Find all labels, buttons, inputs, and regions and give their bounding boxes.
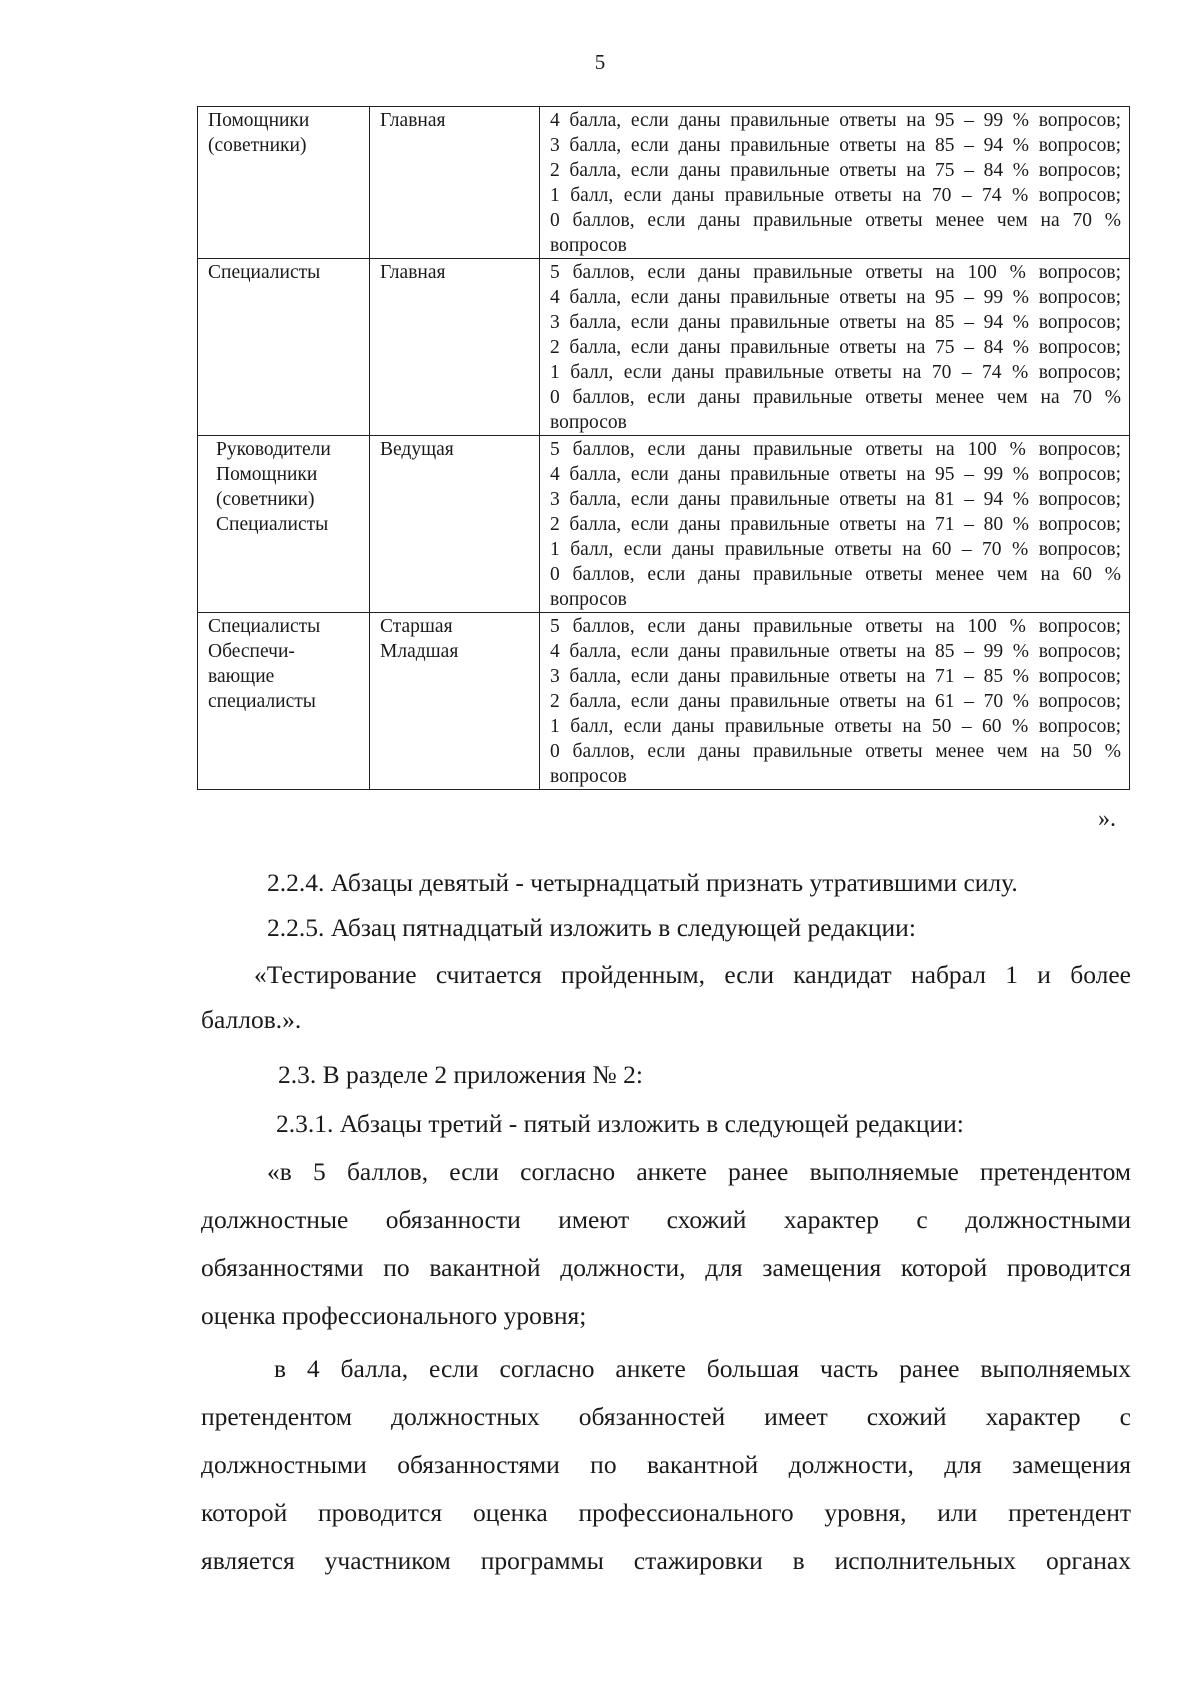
score-rule: 0 баллов, если даны правильные ответы менее чем на 60 % [550, 564, 1121, 585]
position-name: Помощники [208, 110, 310, 131]
scoring-table [197, 106, 1130, 790]
position-name: (советники) [208, 135, 307, 156]
four-points-line-4: которой проводится оценка профессионального уровня, или претендент [201, 1498, 1131, 1527]
category-name: Старшая [380, 616, 453, 637]
score-rule: вопросов [550, 412, 627, 433]
scores-cell [540, 259, 1130, 436]
scores-cell [540, 436, 1130, 613]
position-name: Помощники [216, 464, 318, 485]
paragraph-2-2-5: 2.2.5. Абзац пятнадцатый изложить в следующей редакции: [267, 913, 916, 942]
score-rule: 1 балл, если даны правильные ответы на 70 – 74 % вопросов; [550, 185, 1121, 206]
score-rule: 1 балл, если даны правильные ответы на 60 – 70 % вопросов; [550, 539, 1121, 560]
category-name: Главная [380, 110, 446, 131]
category-cell [370, 436, 540, 613]
score-rule: 3 балла, если даны правильные ответы на 81 – 94 % вопросов; [550, 489, 1121, 510]
four-points-line-3: должностными обязанностями по вакантной должности, для замещения [201, 1450, 1131, 1479]
table-closing-quote: ». [1098, 806, 1116, 832]
table-row [198, 613, 1130, 790]
paragraph-2-3-1: 2.3.1. Абзацы третий - пятый изложить в следующей редакции: [276, 1109, 964, 1138]
five-points-line-2: должностные обязанности имеют схожий характер с должностными [201, 1205, 1131, 1234]
five-points-line-1: «в 5 баллов, если согласно анкете ранее выполняемые претендентом [267, 1157, 1131, 1186]
category-name: Ведущая [380, 439, 454, 460]
score-rule: 1 балл, если даны правильные ответы на 70 – 74 % вопросов; [550, 362, 1121, 383]
position-name: Обеспечи- [208, 641, 295, 662]
score-rule: 4 балла, если даны правильные ответы на 95 – 99 % вопросов; [550, 110, 1121, 131]
score-rule: 5 баллов, если даны правильные ответы на 100 % вопросов; [550, 262, 1121, 283]
score-rule: 4 балла, если даны правильные ответы на 85 – 99 % вопросов; [550, 641, 1121, 662]
position-cell [198, 259, 370, 436]
score-rule: 3 балла, если даны правильные ответы на 85 – 94 % вопросов; [550, 312, 1121, 333]
score-rule: вопросов [550, 766, 627, 787]
paragraph-2-3: 2.3. В разделе 2 приложения № 2: [278, 1060, 643, 1089]
score-rule: 5 баллов, если даны правильные ответы на 100 % вопросов; [550, 439, 1121, 460]
table-row [198, 259, 1130, 436]
category-name: Главная [380, 262, 446, 283]
category-name: Младшая [380, 641, 459, 662]
scores-cell [540, 107, 1130, 259]
position-cell [198, 436, 370, 613]
scoring-table-body [198, 107, 1130, 790]
score-rule: 3 балла, если даны правильные ответы на 71 – 85 % вопросов; [550, 666, 1121, 687]
score-rule: вопросов [550, 589, 627, 610]
score-rule: 2 балла, если даны правильные ответы на 75 – 84 % вопросов; [550, 337, 1121, 358]
category-cell [370, 613, 540, 790]
category-cell [370, 107, 540, 259]
position-name: Специалисты [216, 514, 329, 535]
quote-testing-line-2: баллов.». [201, 1005, 302, 1034]
score-rule: 2 балла, если даны правильные ответы на 71 – 80 % вопросов; [550, 514, 1121, 535]
position-name: Специалисты [208, 616, 321, 637]
quote-testing-line-1: «Тестирование считается пройденным, если кандидат набрал 1 и более [254, 960, 1131, 989]
position-cell [198, 107, 370, 259]
position-name: Руководители [216, 439, 331, 460]
five-points-line-4: оценка профессионального уровня; [201, 1301, 587, 1330]
score-rule: 0 баллов, если даны правильные ответы менее чем на 50 % [550, 741, 1121, 762]
scores-cell [540, 613, 1130, 790]
score-rule: 0 баллов, если даны правильные ответы менее чем на 70 % [550, 210, 1121, 231]
score-rule: 1 балл, если даны правильные ответы на 50 – 60 % вопросов; [550, 716, 1121, 737]
four-points-line-5: является участником программы стажировки в исполнительных органах [201, 1546, 1131, 1575]
position-name: специалисты [208, 691, 316, 712]
position-cell [198, 613, 370, 790]
table-row [198, 107, 1130, 259]
position-name: Специалисты [208, 262, 321, 283]
category-cell [370, 259, 540, 436]
score-rule: 4 балла, если даны правильные ответы на 95 – 99 % вопросов; [550, 464, 1121, 485]
score-rule: 3 балла, если даны правильные ответы на 85 – 94 % вопросов; [550, 135, 1121, 156]
score-rule: 2 балла, если даны правильные ответы на 75 – 84 % вопросов; [550, 160, 1121, 181]
score-rule: 5 баллов, если даны правильные ответы на 100 % вопросов; [550, 616, 1121, 637]
position-name: вающие [208, 666, 275, 687]
score-rule: 4 балла, если даны правильные ответы на 95 – 99 % вопросов; [550, 287, 1121, 308]
page-number: 5 [594, 50, 606, 74]
paragraph-2-2-4: 2.2.4. Абзацы девятый - четырнадцатый признать утратившими силу. [267, 868, 1018, 897]
table-row [198, 436, 1130, 613]
score-rule: 2 балла, если даны правильные ответы на 61 – 70 % вопросов; [550, 691, 1121, 712]
four-points-line-2: претендентом должностных обязанностей имеет схожий характер с [201, 1402, 1131, 1431]
score-rule: 0 баллов, если даны правильные ответы менее чем на 70 % [550, 387, 1121, 408]
position-name: (советники) [216, 489, 315, 510]
five-points-line-3: обязанностями по вакантной должности, для замещения которой проводится [201, 1253, 1131, 1282]
four-points-line-1: в 4 балла, если согласно анкете большая часть ранее выполняемых [274, 1354, 1131, 1383]
score-rule: вопросов [550, 235, 627, 256]
